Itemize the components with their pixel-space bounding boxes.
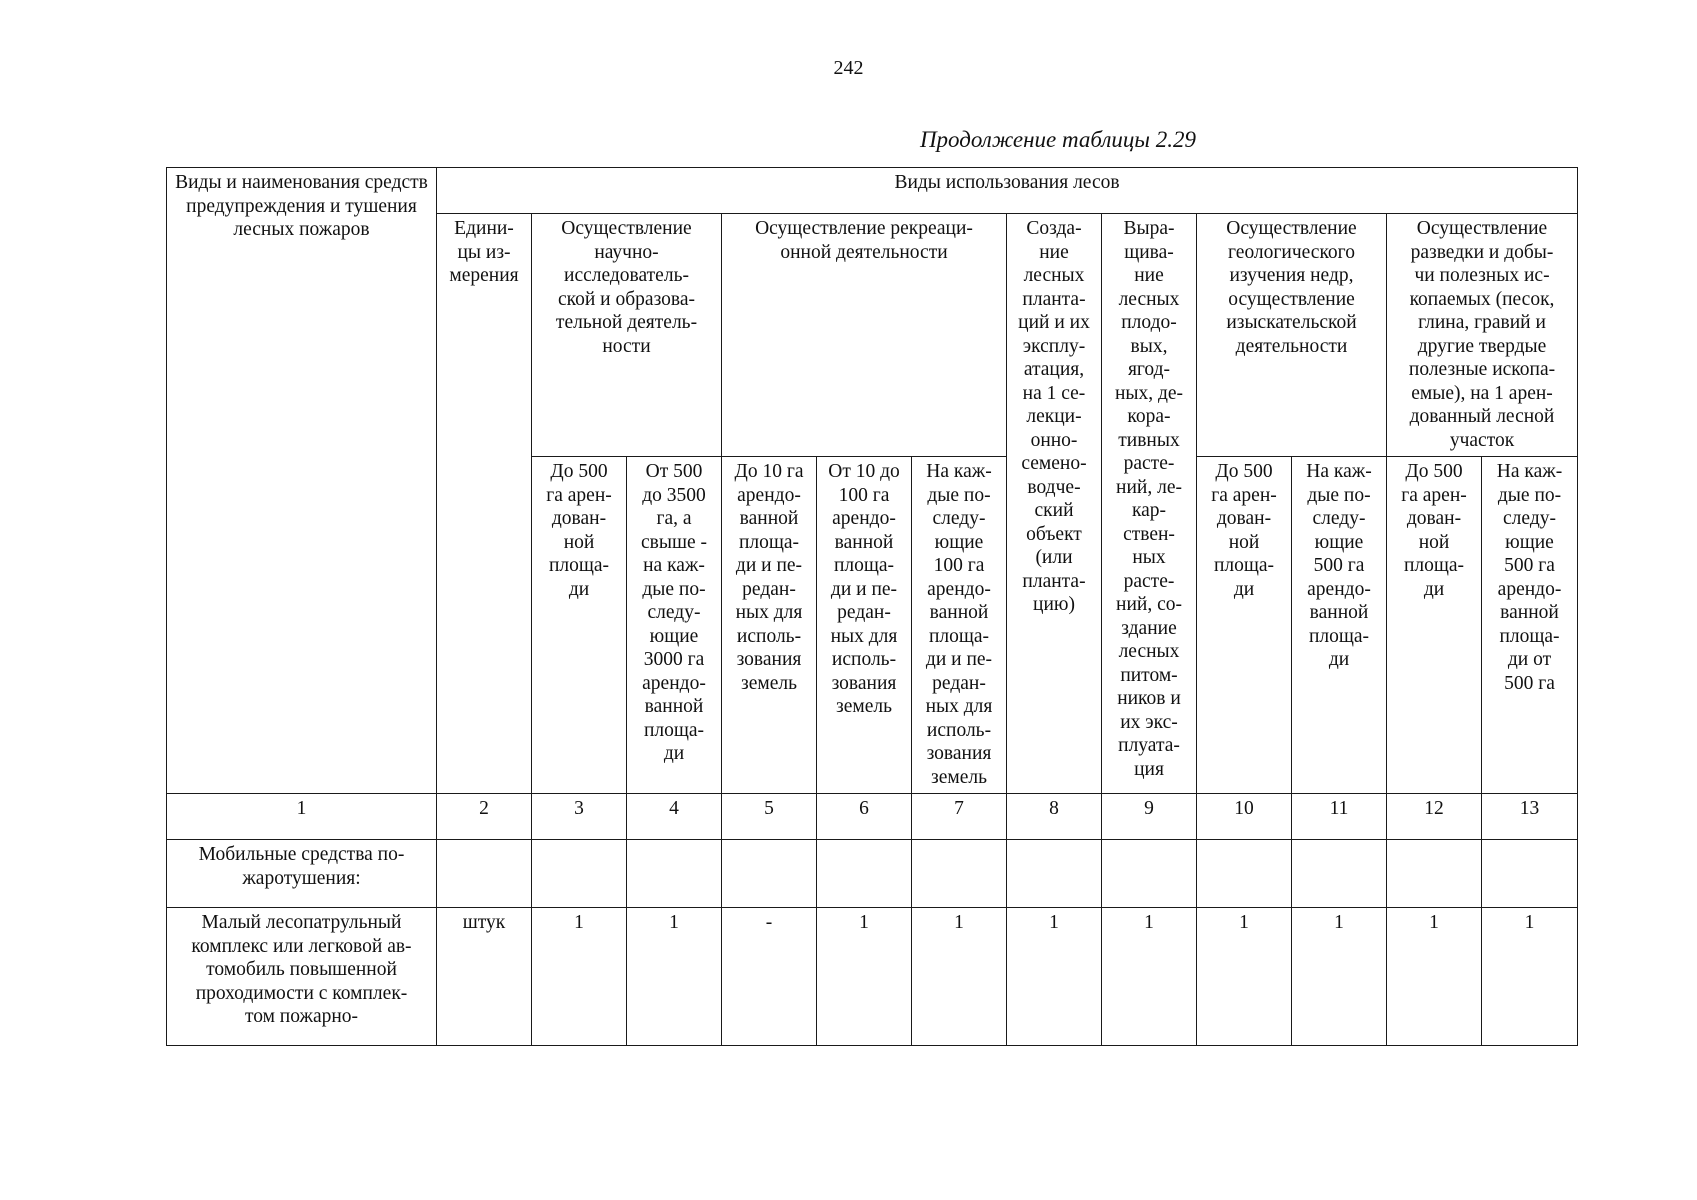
table-cell	[912, 840, 1007, 908]
column-number: 2	[437, 794, 532, 840]
header-recreation-activity: Осуществление рекреаци- онной деятельности	[722, 214, 1007, 457]
table-caption: Продолжение таблицы 2.29	[919, 127, 1196, 152]
column-number: 1	[167, 794, 437, 840]
table-cell: 1	[627, 908, 722, 1046]
table-cell: 1	[1292, 908, 1387, 1046]
subheader-col-6: От 10 до 100 га арендо- ванной площа- ди и пе- редан- ных для исполь- зования земель	[817, 457, 912, 794]
header-forest-use-types: Виды использования лесов	[437, 168, 1578, 214]
column-number: 13	[1482, 794, 1578, 840]
table-row	[167, 908, 1578, 1046]
table-cell	[627, 840, 722, 908]
table-cell	[532, 840, 627, 908]
table-cell	[1292, 840, 1387, 908]
column-number: 12	[1387, 794, 1482, 840]
header-row-1	[167, 168, 1578, 214]
subheader-col-13: На каж- дые по- следу- ющие 500 га арендо- ванной площа- ди от 500 га	[1482, 457, 1578, 794]
header-growing-plants: Выра- щива- ние лесных плодо- вых, ягод- ных, де- кора- тивных расте- ний, ле- кар- ствен- ных расте- ний, со- здание лесных питом- ников и их экс- плуата- ция	[1102, 214, 1197, 794]
table-cell-units: штук	[437, 908, 532, 1046]
header-means-types: Виды и наименования средств предупреждения и тушения лесных пожаров	[167, 168, 437, 794]
column-number: 10	[1197, 794, 1292, 840]
column-number: 7	[912, 794, 1007, 840]
column-number: 9	[1102, 794, 1197, 840]
header-geology: Осуществление геологического изучения недр, осуществление изыскательской деятельности	[1197, 214, 1387, 457]
column-number: 6	[817, 794, 912, 840]
column-number: 3	[532, 794, 627, 840]
table-cell	[1197, 840, 1292, 908]
table-cell	[1102, 840, 1197, 908]
table-cell: 1	[1387, 908, 1482, 1046]
table-cell	[1007, 840, 1102, 908]
header-plantations: Созда- ние лесных планта- ций и их эксплу- атация, на 1 се- лекци- онно- семено- водче- ский объект (или планта- цию)	[1007, 214, 1102, 794]
table-cell: 1	[817, 908, 912, 1046]
subheader-col-7: На каж- дые по- следу- ющие 100 га арендо- ванной площа- ди и пе- редан- ных для исполь- зования земель	[912, 457, 1007, 794]
forest-fire-means-table	[166, 167, 1578, 1046]
table-cell: 1	[1482, 908, 1578, 1046]
row-label: Малый лесопатрульный комплекс или легковой ав- томобиль повышенной проходимости с комплек- том пожарно-	[167, 908, 437, 1046]
table-cell: -	[722, 908, 817, 1046]
subheader-col-10: До 500 га арен- дован- ной площа- ди	[1197, 457, 1292, 794]
column-number: 8	[1007, 794, 1102, 840]
table-cell	[722, 840, 817, 908]
header-units: Едини- цы из- мерения	[437, 214, 532, 794]
table-cell: 1	[1197, 908, 1292, 1046]
table-cell: 1	[1102, 908, 1197, 1046]
table-cell: 1	[912, 908, 1007, 1046]
subheader-col-4: От 500 до 3500 га, а свыше - на каж- дые по- следу- ющие 3000 га арендо- ванной площа- ди	[627, 457, 722, 794]
table-row	[167, 840, 1578, 908]
column-number: 5	[722, 794, 817, 840]
subheader-col-3: До 500 га арен- дован- ной площа- ди	[532, 457, 627, 794]
table-cell	[1387, 840, 1482, 908]
header-research-activity: Осуществление научно- исследователь- ской и образова- тельной деятель- ности	[532, 214, 722, 457]
table-cell: 1	[532, 908, 627, 1046]
column-number: 11	[1292, 794, 1387, 840]
table-cell	[437, 840, 532, 908]
page-number: 242	[833, 57, 864, 79]
column-number-row	[167, 794, 1578, 840]
row-label: Мобильные средства по- жаротушения:	[167, 840, 437, 908]
subheader-col-5: До 10 га арендо- ванной площа- ди и пе- редан- ных для исполь- зования земель	[722, 457, 817, 794]
table-cell	[817, 840, 912, 908]
subheader-col-11: На каж- дые по- следу- ющие 500 га арендо- ванной площа- ди	[1292, 457, 1387, 794]
column-number: 4	[627, 794, 722, 840]
subheader-col-12: До 500 га арен- дован- ной площа- ди	[1387, 457, 1482, 794]
table-cell	[1482, 840, 1578, 908]
table-cell: 1	[1007, 908, 1102, 1046]
header-minerals: Осуществление разведки и добы- чи полезных ис- копаемых (песок, глина, гравий и другие твердые полезные ископа- емые), на 1 арен- дованный лесной участок	[1387, 214, 1578, 457]
